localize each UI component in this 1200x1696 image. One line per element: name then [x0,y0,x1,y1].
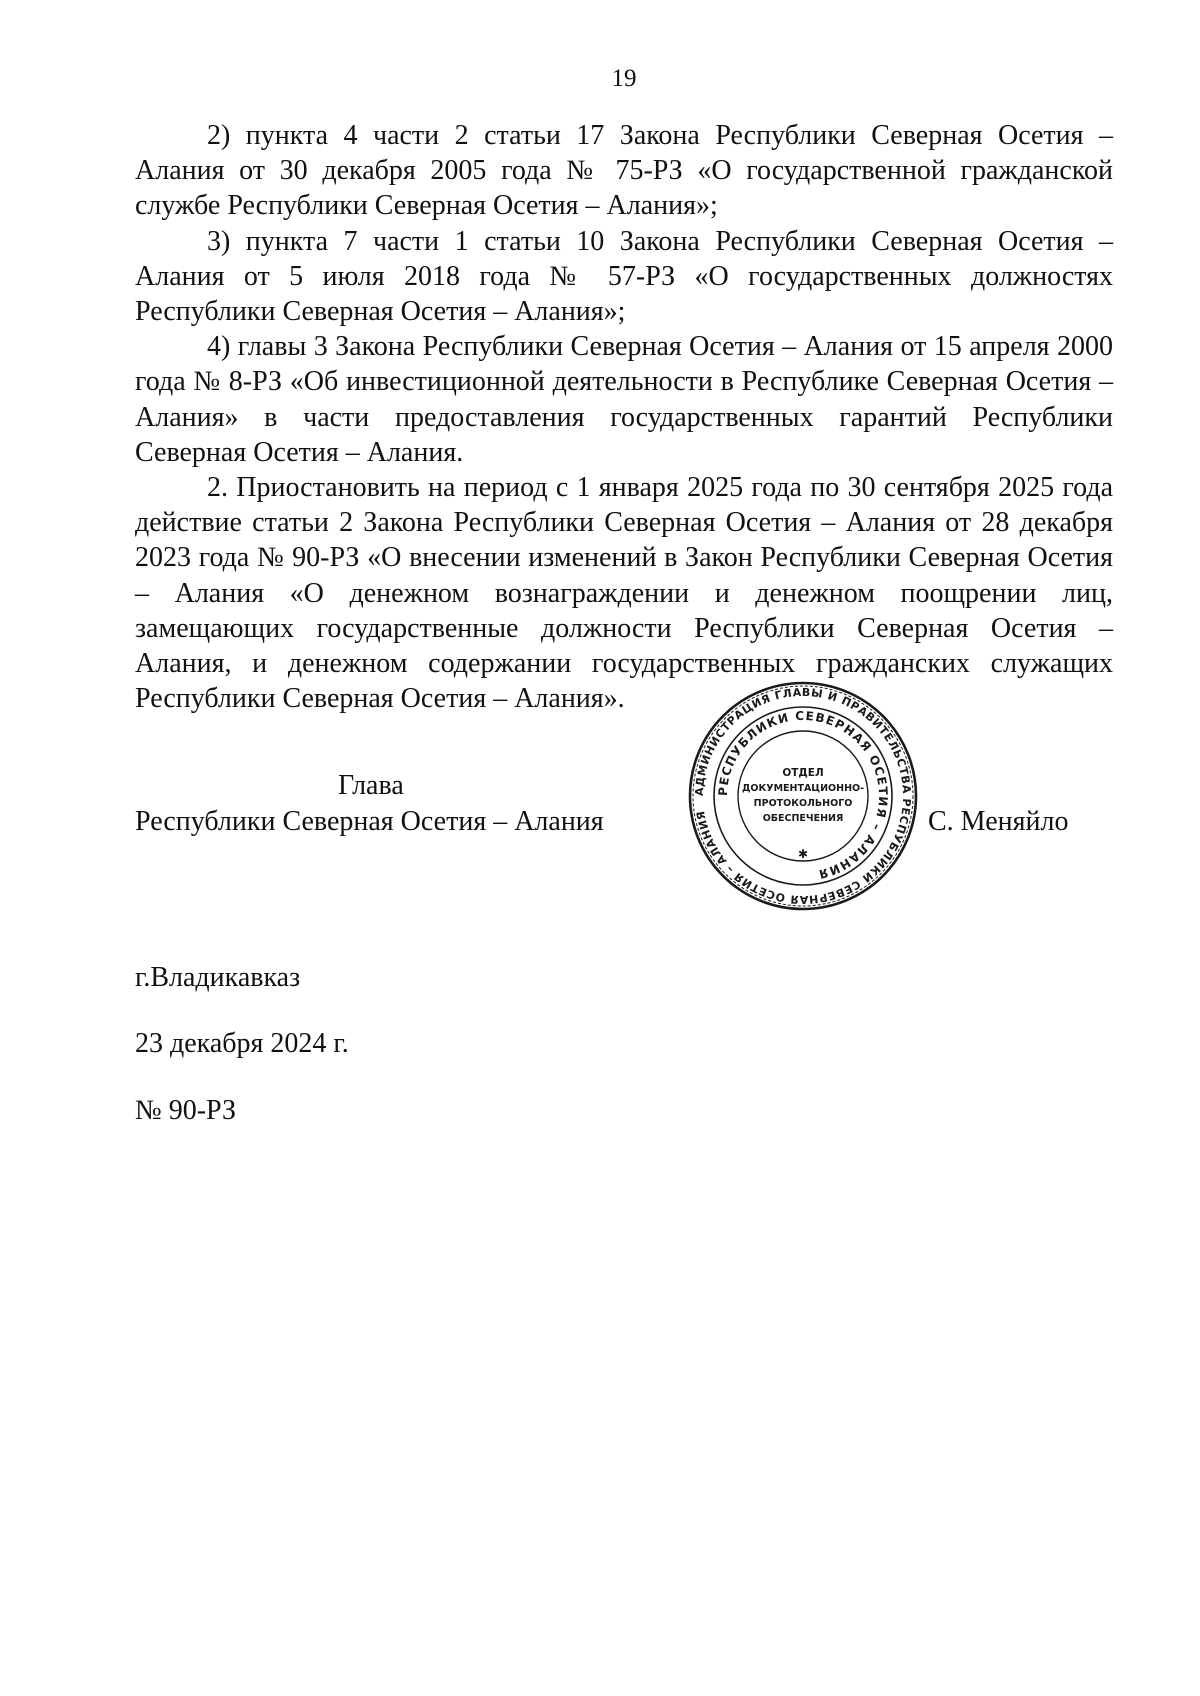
seal-outer-ring-text: АДМИНИСТРАЦИЯ ГЛАВЫ И ПРАВИТЕЛЬСТВА РЕСПУБЛИКИ СЕВЕРНАЯ ОСЕТИЯ – АЛАНИЯ [692,685,914,907]
signing-date: 23 декабря 2024 г. [135,1028,349,1059]
paragraph-item-3: 3) пункта 7 части 1 статьи 10 Закона Республики Северная Осетия – Алания от 5 июля 2018 года № 57-РЗ «О государственных должностях Республики Северная Осетия – Алания»; [135,225,1113,328]
paragraph-section-2: 2. Приостановить на период с 1 января 2025 года по 30 сентября 2025 года действие статьи 2 Закона Республики Северная Осетия – Алания от 28 декабря 2023 года № 90-РЗ «О внесении изменений в Закон Республики Северная Осетия – Алания «О денежном вознаграждении и денежном поощрении лиц, замещающих государственные должности Республики Северная Осетия – Алания, и денежном содержании государственных гражданских служащих Республики Северная Осетия – Алания». [135,472,1113,715]
paragraph-item-2: 2) пункта 4 части 2 статьи 17 Закона Республики Северная Осетия – Алания от 30 декабря 2005 года № 75-РЗ «О государственной гражданской службе Республики Северная Осетия – Алания»; [135,120,1113,222]
seal-inner-line2: ДОКУМЕНТАЦИОННО- [741,783,865,794]
law-number: № 90-РЗ [135,1095,236,1126]
place-of-signing: г.Владикавказ [135,962,301,993]
official-seal-stamp [687,680,919,912]
seal-inner-line1: ОТДЕЛ [782,767,824,779]
seal-star-mark: ✱ [797,847,809,861]
document-body [135,118,1113,716]
signature-title-line1: Глава [338,770,404,801]
signature-title [135,768,615,840]
page-number: 19 [611,65,637,92]
seal-inner-line4: ОБЕСПЕЧЕНИЯ [762,813,844,824]
seal-middle-ring-text: РЕСПУБЛИКИ СЕВЕРНАЯ ОСЕТИЯ – АЛАНИЯ [715,708,891,882]
signature-title-line2: Республики Северная Осетия – Алания [135,806,604,837]
paragraph-item-4: 4) главы 3 Закона Республики Северная Осетия – Алания от 15 апреля 2000 года № 8-РЗ «Об инвестиционной деятельности в Республике Северная Осетия – Алания» в части предоставления государственных гарантий Республики Северная Осетия – Алания. [135,331,1113,468]
seal-inner-line3: ПРОТОКОЛЬНОГО [753,798,853,809]
signatory-name: С. Меняйло [928,806,1069,837]
